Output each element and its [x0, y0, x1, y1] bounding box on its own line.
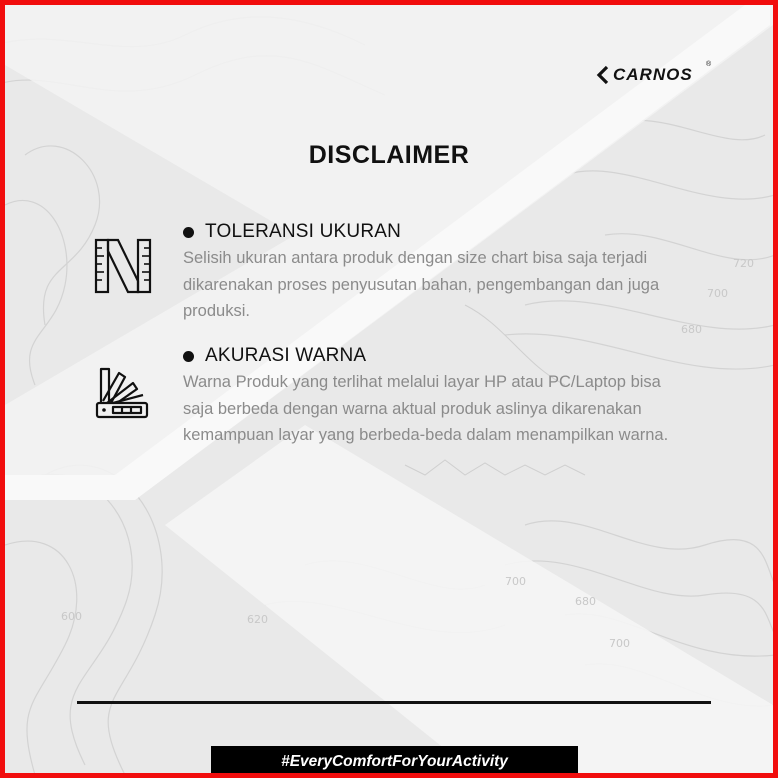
hashtag-banner: #EveryComfortForYourActivity: [211, 746, 578, 778]
section-title: AKURASI WARNA: [205, 345, 367, 366]
svg-text:600: 600: [61, 610, 82, 623]
divider-line: [77, 701, 711, 704]
svg-text:620: 620: [247, 613, 268, 626]
brand-name: CARNOS: [613, 65, 693, 84]
svg-text:680: 680: [681, 323, 702, 336]
svg-text:700: 700: [505, 575, 526, 588]
bullet-icon: [183, 227, 194, 238]
svg-text:700: 700: [609, 637, 630, 650]
svg-text:720: 720: [733, 257, 754, 270]
section-title: TOLERANSI UKURAN: [205, 221, 402, 242]
page-title: DISCLAIMER: [308, 141, 470, 169]
svg-text:680: 680: [575, 595, 596, 608]
body-line: produksi.: [183, 302, 250, 320]
section-body: [183, 245, 723, 325]
color-swatch-icon: [93, 365, 151, 421]
ruler-n-icon: [93, 237, 153, 295]
trademark-symbol: ®: [706, 61, 712, 68]
body-line: Warna Produk yang terlihat melalui layar HP atau PC/Laptop bisa: [183, 373, 661, 391]
carnos-logo: [593, 61, 723, 89]
section-header: [183, 219, 743, 245]
body-line: Selisih ukuran antara produk dengan size chart bisa saja terjadi: [183, 249, 648, 267]
svg-text:700: 700: [707, 287, 728, 300]
body-line: kemampuan layar yang berbeda-beda dalam menampilkan warna.: [183, 426, 669, 444]
section-toleransi-ukuran: [183, 219, 743, 325]
section-body: [183, 369, 723, 449]
bullet-icon: [183, 351, 194, 362]
chevron-left-icon: [593, 63, 613, 87]
section-akurasi-warna: [183, 343, 743, 449]
section-header: [183, 343, 743, 369]
body-line: saja berbeda dengan warna aktual produk aslinya dikarenakan: [183, 399, 642, 418]
body-line: dikarenakan proses penyusutan bahan, pengembangan dan juga: [183, 275, 660, 294]
